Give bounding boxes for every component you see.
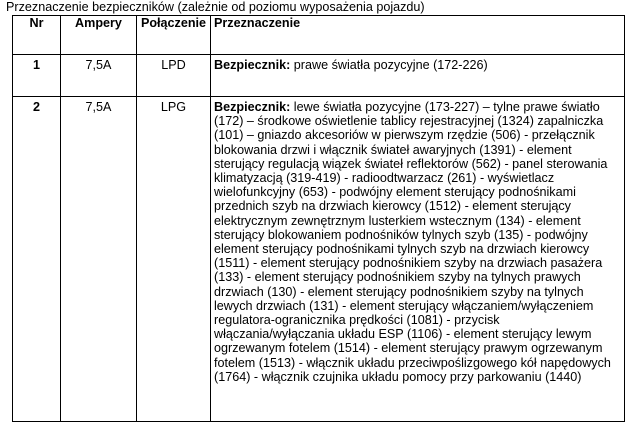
cell-ampery: 7,5A [61,97,137,422]
fuse-description: lewe światła pozycyjne (173-227) – tylne prawe światło (172) – środkowe oświetlenie tablicy rejestracyjnej (1324) zapalniczka (101) – gniazdo akcesoriów w pierwszym rzędzie (506) - przełącznik blokowania drzwi i włącznik świateł awaryjnych (1391) - element sterujący regulacją wiązek świateł reflektorów (562) - panel sterowania klimatyzacją (319-419) - radioodtwarzacz (261) - wyświetlacz wielofunkcyjny (653) - podwójny element sterujący podnośnikami przednich szyb na drzwiach kierowcy (1512) - element sterujący elektrycznym zewnętrznym lusterkiem wstecznym (134) - element sterujący blokowaniem podnośników tylnych szyb (135) - podwójny element sterujący podnośnikami tylnych szyb na drzwiach kierowcy (1511) - element sterujący podnośnikiem szyby na drzwiach pasażera (133) - element sterujący podnośnikiem szyby na tylnych prawych drzwiach (130) - element sterujący podnośnikiem szyby na tylnych lewych drzwiach (131) - element sterujący włączaniem/wyłączeniem regulatora-ogranicznika prędkości (1081) - przycisk włączania/wyłączania układu ESP (1106) - element sterujący lewym ogrzewanym fotelem (1514) - element sterujący prawym ogrzewanym fotelem (1513) - włącznik układu przeciwpoślizgowego kół napędowych (1764) - włącznik czujnika układu pomocy przy parkowaniu (1440) [214,100,611,384]
header-ampery: Ampery [61,16,137,55]
fuse-label: Bezpiecznik: [214,100,291,114]
cell-polaczenie: LPG [137,97,211,422]
cell-przeznaczenie [211,55,625,97]
cell-ampery: 7,5A [61,55,137,97]
fuse-label: Bezpiecznik: [214,58,291,72]
header-nr: Nr [13,16,61,55]
table-caption: Przeznaczenie bezpieczników (zależnie od poziomu wyposażenia pojazdu) [6,0,425,14]
table-row [13,97,625,422]
cell-nr: 2 [13,97,61,422]
table-header-row [13,16,625,55]
fuse-description: prawe światła pozycyjne (172-226) [290,58,488,72]
fuse-table [12,15,625,422]
cell-przeznaczenie [211,97,625,422]
header-przeznaczenie: Przeznaczenie [211,16,625,55]
table-row [13,55,625,97]
header-polaczenie: Połączenie [137,16,211,55]
cell-polaczenie: LPD [137,55,211,97]
cell-nr: 1 [13,55,61,97]
